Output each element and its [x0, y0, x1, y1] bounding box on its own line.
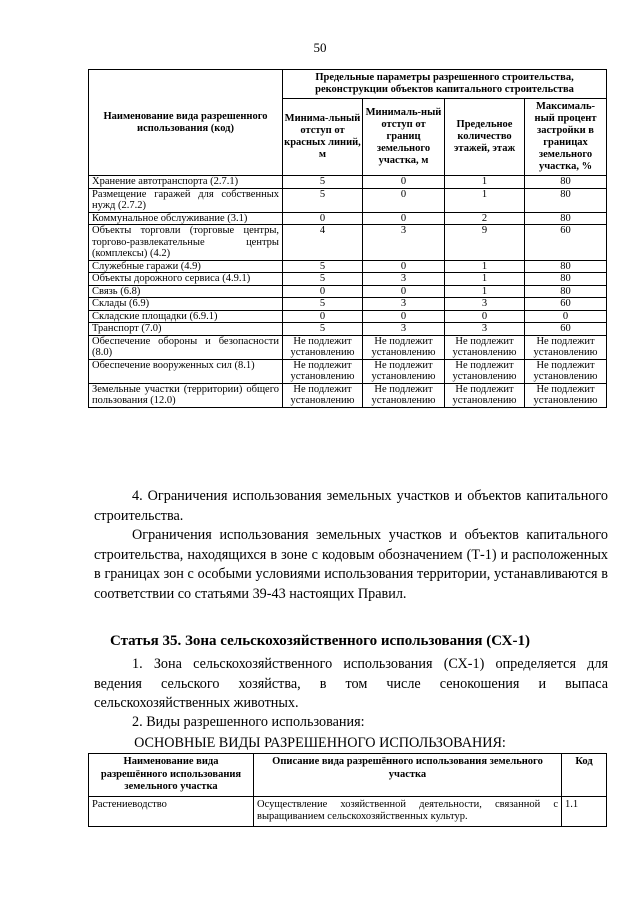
use-type-name: Складские площадки (6.9.1) — [89, 310, 283, 323]
table-header-row — [89, 70, 607, 99]
min-setback-red-lines: 5 — [283, 188, 363, 212]
min-setback-red-lines: 5 — [283, 323, 363, 336]
min-setback-plot-borders: 3 — [363, 323, 445, 336]
table-row — [89, 310, 607, 323]
table-row — [89, 335, 607, 359]
min-setback-plot-borders: Не подлежит установлению — [363, 335, 445, 359]
use-type-name: Размещение гаражей для собственных нужд (2.7.2) — [89, 188, 283, 212]
header-max-coverage-percent: Максималь-ный процент застройки в границах земельного участка, % — [525, 99, 607, 176]
max-floors: 3 — [445, 298, 525, 311]
header-use-name: Наименование вида разрешённого использования земельного участка — [89, 754, 254, 797]
use-type-name: Склады (6.9) — [89, 298, 283, 311]
min-setback-red-lines: 5 — [283, 260, 363, 273]
use-name: Растениеводство — [89, 796, 254, 826]
min-setback-plot-borders: 3 — [363, 298, 445, 311]
page-number: 50 — [313, 40, 327, 55]
use-type-name: Обеспечение обороны и безопасности (8.0) — [89, 335, 283, 359]
max-coverage-percent: 80 — [525, 285, 607, 298]
table-row — [89, 188, 607, 212]
min-setback-red-lines: Не подлежит установлению — [283, 359, 363, 383]
max-floors: 0 — [445, 310, 525, 323]
min-setback-plot-borders: 3 — [363, 273, 445, 286]
min-setback-plot-borders: Не подлежит установлению — [363, 383, 445, 407]
max-coverage-percent: Не подлежит установлению — [525, 335, 607, 359]
min-setback-plot-borders: 3 — [363, 225, 445, 261]
max-coverage-percent: 60 — [525, 298, 607, 311]
use-type-name: Земельные участки (территории) общего пользования (12.0) — [89, 383, 283, 407]
max-coverage-percent: 0 — [525, 310, 607, 323]
paragraph-4-restrictions-heading: 4. Ограничения использования земельных участков и объектов капитального строительства. — [94, 488, 608, 524]
use-type-name: Объекты торговли (торговые центры, торгово-развлекательные центры (комплексы) (4.2) — [89, 225, 283, 261]
use-type-name: Обеспечение вооруженных сил (8.1) — [89, 359, 283, 383]
max-floors: 3 — [445, 323, 525, 336]
use-type-name: Связь (6.8) — [89, 285, 283, 298]
table-row — [89, 323, 607, 336]
main-permitted-uses-heading: ОСНОВНЫЕ ВИДЫ РАЗРЕШЕННОГО ИСПОЛЬЗОВАНИЯ: — [134, 735, 506, 751]
max-coverage-percent: 80 — [525, 260, 607, 273]
table-row — [89, 359, 607, 383]
max-floors: 1 — [445, 273, 525, 286]
types-table-body — [89, 796, 607, 826]
table-row — [89, 796, 607, 826]
table-row — [89, 383, 607, 407]
max-floors: 1 — [445, 260, 525, 273]
use-type-name: Хранение автотранспорта (2.7.1) — [89, 176, 283, 189]
min-setback-red-lines: 4 — [283, 225, 363, 261]
use-type-name: Объекты дорожного сервиса (4.9.1) — [89, 273, 283, 286]
min-setback-plot-borders: 0 — [363, 212, 445, 225]
use-type-name: Транспорт (7.0) — [89, 323, 283, 336]
use-description: Осуществление хозяйственной деятельности, связанной с выращиванием сельскохозяйственных культур. — [254, 796, 562, 826]
max-floors: 1 — [445, 188, 525, 212]
min-setback-plot-borders: 0 — [363, 176, 445, 189]
max-coverage-percent: Не подлежит установлению — [525, 359, 607, 383]
min-setback-red-lines: 0 — [283, 212, 363, 225]
min-setback-plot-borders: 0 — [363, 260, 445, 273]
permitted-parameters-table — [88, 69, 607, 408]
min-setback-red-lines: Не подлежит установлению — [283, 335, 363, 359]
min-setback-plot-borders: 0 — [363, 188, 445, 212]
min-setback-red-lines: 0 — [283, 285, 363, 298]
types-table-header-row — [89, 754, 607, 797]
max-floors: 2 — [445, 212, 525, 225]
table-row — [89, 176, 607, 189]
header-limit-parameters: Предельные параметры разрешенного строительства, реконструкции объектов капитального строительства — [283, 70, 607, 99]
min-setback-plot-borders: Не подлежит установлению — [363, 359, 445, 383]
min-setback-red-lines: 5 — [283, 273, 363, 286]
header-min-setback-red-lines: Минима-льный отступ от красных линий, м — [283, 99, 363, 176]
use-type-name: Коммунальное обслуживание (3.1) — [89, 212, 283, 225]
max-floors: Не подлежит установлению — [445, 359, 525, 383]
max-coverage-percent: 80 — [525, 188, 607, 212]
header-use-code: Код — [562, 754, 607, 797]
table-row — [89, 273, 607, 286]
min-setback-red-lines: Не подлежит установлению — [283, 383, 363, 407]
header-max-floors: Предельное количество этажей, этаж — [445, 99, 525, 176]
min-setback-red-lines: 5 — [283, 298, 363, 311]
article-title: Статья 35. Зона сельскохозяйственного использования (СХ-1) — [110, 633, 530, 649]
table-row — [89, 260, 607, 273]
max-floors: 9 — [445, 225, 525, 261]
table-row — [89, 212, 607, 225]
table-row — [89, 285, 607, 298]
header-use-description: Описание вида разрешённого использования земельного участка — [254, 754, 562, 797]
min-setback-red-lines: 5 — [283, 176, 363, 189]
max-coverage-percent: 80 — [525, 212, 607, 225]
params-table-body — [89, 176, 607, 408]
header-name-column: Наименование вида разрешенного использования (код) — [89, 70, 283, 176]
max-floors: Не подлежит установлению — [445, 383, 525, 407]
max-floors: 1 — [445, 176, 525, 189]
max-coverage-percent: 60 — [525, 225, 607, 261]
max-coverage-percent: 80 — [525, 273, 607, 286]
max-floors: Не подлежит установлению — [445, 335, 525, 359]
min-setback-plot-borders: 0 — [363, 310, 445, 323]
table-row — [89, 225, 607, 261]
header-min-setback-plot-borders: Минималь-ный отступ от границ земельного участка, м — [363, 99, 445, 176]
max-floors: 1 — [445, 285, 525, 298]
use-type-name: Служебные гаражи (4.9) — [89, 260, 283, 273]
use-code: 1.1 — [562, 796, 607, 826]
paragraph-1-zone-definition: 1. Зона сельскохозяйственного использования (СХ-1) определяется для ведения сельского хозяйства, в том числе сенокошения и выпаса сельскохозяйственных животных. — [94, 656, 608, 711]
max-coverage-percent: Не подлежит установлению — [525, 383, 607, 407]
permitted-uses-table — [88, 753, 607, 827]
table-row — [89, 298, 607, 311]
min-setback-plot-borders: 0 — [363, 285, 445, 298]
paragraph-restrictions: Ограничения использования земельных участков и объектов капитального строительства, находящихся в зоне с кодовым обозначением (Т-1) и расположенных в границах зон с особыми условиями использования территории, устанавливаются в соответствии со статьями 39-43 настоящих Правил. — [94, 527, 608, 602]
max-coverage-percent: 60 — [525, 323, 607, 336]
paragraph-2-permitted-uses: 2. Виды разрешенного использования: — [132, 714, 365, 730]
max-coverage-percent: 80 — [525, 176, 607, 189]
min-setback-red-lines: 0 — [283, 310, 363, 323]
